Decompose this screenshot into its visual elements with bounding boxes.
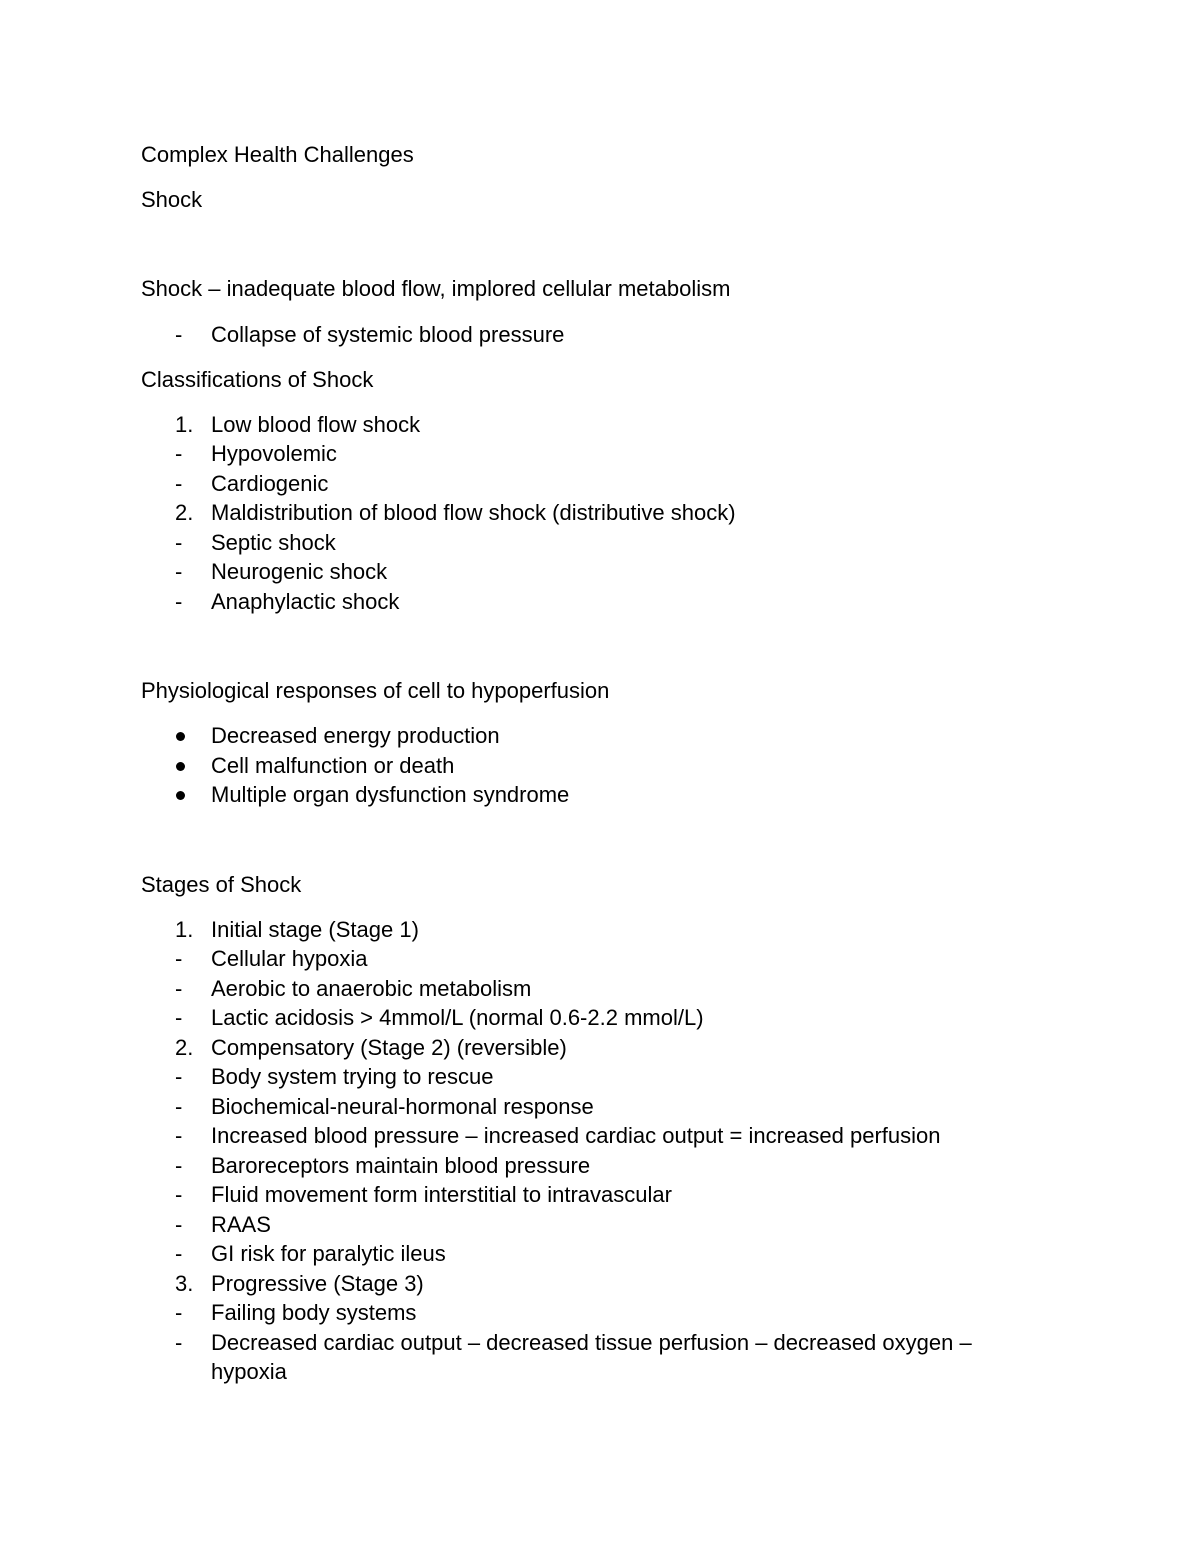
number-marker: 2. bbox=[175, 1034, 194, 1060]
list-item bbox=[141, 1003, 1041, 1033]
dash-marker: - bbox=[175, 1329, 183, 1355]
list-item bbox=[141, 439, 1041, 469]
list-item-text: Septic shock bbox=[211, 529, 336, 555]
list-item bbox=[141, 1033, 1041, 1063]
list-item-text: Fluid movement form interstitial to intravascular bbox=[211, 1182, 672, 1207]
number-marker: 1. bbox=[175, 916, 194, 942]
list-item bbox=[141, 915, 1041, 945]
list-item-text: Collapse of systemic blood pressure bbox=[211, 322, 565, 347]
dash-marker: - bbox=[175, 1182, 183, 1207]
list-item bbox=[141, 721, 1041, 751]
dash-marker: - bbox=[175, 470, 183, 496]
list-item-text: Cellular hypoxia bbox=[211, 946, 368, 971]
list-item bbox=[141, 944, 1041, 974]
dash-marker: - bbox=[175, 1300, 183, 1325]
list-item bbox=[141, 780, 1041, 810]
dash-marker: - bbox=[175, 1211, 183, 1237]
list-item-text: Lactic acidosis > 4mmol/L (normal 0.6-2.2 mmol/L) bbox=[211, 1005, 704, 1030]
list-item-text: Cell malfunction or death bbox=[211, 752, 455, 778]
list-item-text: Progressive (Stage 3) bbox=[211, 1270, 424, 1296]
list-item-text: Hypovolemic bbox=[211, 441, 337, 466]
number-marker: 3. bbox=[175, 1270, 194, 1296]
list-item-text: Body system trying to rescue bbox=[211, 1064, 494, 1089]
list-item-text: Decreased energy production bbox=[211, 723, 500, 748]
dash-marker: - bbox=[175, 322, 183, 347]
list-item-text: RAAS bbox=[211, 1211, 271, 1237]
list-item-text: Cardiogenic bbox=[211, 470, 329, 496]
document-title: Complex Health Challenges bbox=[141, 142, 414, 167]
dash-marker: - bbox=[175, 1241, 183, 1266]
list-item-text: Low blood flow shock bbox=[211, 411, 421, 437]
list-item bbox=[141, 1180, 1041, 1210]
definition-list bbox=[141, 320, 1041, 350]
document-page bbox=[141, 140, 1041, 1387]
classifications-heading: Classifications of Shock bbox=[141, 366, 374, 392]
dash-marker: - bbox=[175, 1093, 183, 1119]
dash-marker: - bbox=[175, 1005, 183, 1030]
list-item-text: Neurogenic shock bbox=[211, 559, 388, 584]
list-item-text: Maldistribution of blood flow shock (distributive shock) bbox=[211, 500, 736, 525]
dash-marker: - bbox=[175, 441, 183, 466]
classifications-list bbox=[141, 410, 1041, 617]
list-item bbox=[141, 498, 1041, 528]
list-item bbox=[141, 1062, 1041, 1092]
list-item-text: Baroreceptors maintain blood pressure bbox=[211, 1152, 591, 1178]
bullet-icon bbox=[176, 732, 185, 741]
list-item bbox=[141, 751, 1041, 781]
list-item bbox=[141, 469, 1041, 499]
list-item-text: Initial stage (Stage 1) bbox=[211, 916, 419, 942]
dash-marker: - bbox=[175, 1152, 183, 1178]
responses-list bbox=[141, 721, 1041, 810]
number-marker: 2. bbox=[175, 500, 194, 525]
stages-heading: Stages of Shock bbox=[141, 871, 302, 897]
list-item bbox=[141, 1121, 1041, 1151]
dash-marker: - bbox=[175, 588, 183, 614]
responses-heading: Physiological responses of cell to hypoperfusion bbox=[141, 678, 610, 703]
bullet-icon bbox=[176, 791, 185, 800]
list-item-text: GI risk for paralytic ileus bbox=[211, 1241, 446, 1266]
bullet-icon bbox=[176, 762, 185, 771]
list-item-text: Multiple organ dysfunction syndrome bbox=[211, 782, 570, 807]
list-item bbox=[141, 320, 1041, 350]
list-item-text: Anaphylactic shock bbox=[211, 588, 400, 614]
list-item bbox=[141, 1151, 1041, 1181]
list-item bbox=[141, 528, 1041, 558]
list-item bbox=[141, 1269, 1041, 1299]
list-item bbox=[141, 1298, 1041, 1328]
list-item-text: Biochemical-neural-hormonal response bbox=[211, 1093, 594, 1119]
dash-marker: - bbox=[175, 1064, 183, 1089]
list-item bbox=[141, 974, 1041, 1004]
list-item bbox=[141, 410, 1041, 440]
list-item bbox=[141, 1239, 1041, 1269]
list-item-text: Increased blood pressure – increased cardiac output = increased perfusion bbox=[211, 1123, 941, 1148]
dash-marker: - bbox=[175, 975, 183, 1001]
dash-marker: - bbox=[175, 559, 183, 584]
shock-definition: Shock – inadequate blood flow, implored cellular metabolism bbox=[141, 276, 731, 301]
dash-marker: - bbox=[175, 1123, 183, 1148]
document-subtitle: Shock bbox=[141, 187, 203, 212]
list-item-text: Aerobic to anaerobic metabolism bbox=[211, 975, 532, 1001]
list-item-text: Failing body systems bbox=[211, 1300, 417, 1325]
number-marker: 1. bbox=[175, 411, 194, 437]
list-item bbox=[141, 1210, 1041, 1240]
dash-marker: - bbox=[175, 946, 183, 971]
dash-marker: - bbox=[175, 529, 183, 555]
list-item-text: Compensatory (Stage 2) (reversible) bbox=[211, 1034, 567, 1060]
list-item bbox=[141, 557, 1041, 587]
list-item-text: Decreased cardiac output – decreased tissue perfusion – decreased oxygen – hypoxia bbox=[211, 1329, 972, 1384]
stages-list bbox=[141, 915, 1041, 1387]
list-item bbox=[141, 587, 1041, 617]
list-item bbox=[141, 1092, 1041, 1122]
list-item bbox=[141, 1328, 1051, 1387]
